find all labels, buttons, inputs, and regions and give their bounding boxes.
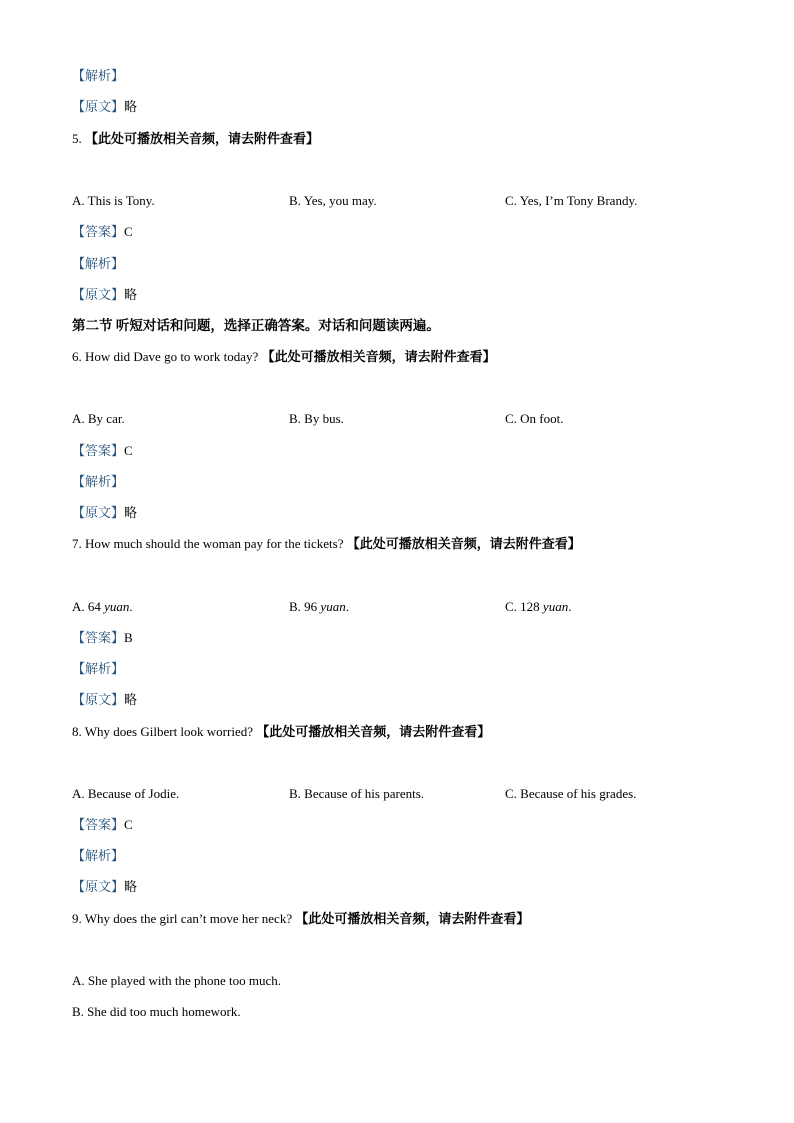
q7-option-b xyxy=(289,598,349,616)
q5-original-line xyxy=(72,286,137,304)
original-label-text: 【原文】 xyxy=(72,99,125,114)
q8-option-a: A. Because of Jodie. xyxy=(72,786,180,801)
question-8 xyxy=(72,723,490,741)
analysis-label-text: 【解析】 xyxy=(72,474,125,489)
analysis-label-text: 【解析】 xyxy=(72,848,125,863)
answer-value: C xyxy=(124,224,133,239)
omitted-text: 略 xyxy=(124,879,138,894)
omitted-text: 略 xyxy=(124,692,138,707)
question-text: 8. Why does Gilbert look worried? xyxy=(72,724,253,739)
question-9 xyxy=(72,910,529,928)
analysis-label-q4 xyxy=(72,67,124,85)
question-6 xyxy=(72,348,496,366)
q8-option-c: C. Because of his grades. xyxy=(505,786,637,801)
q6-option-c: C. On foot. xyxy=(505,411,564,426)
omitted-text: 略 xyxy=(124,287,138,302)
answer-label-text: 【答案】 xyxy=(72,630,125,645)
option-amount: B. 96 xyxy=(289,599,321,614)
audio-note: 【此处可播放相关音频，请去附件查看】 xyxy=(346,536,581,551)
answer-label-text: 【答案】 xyxy=(72,817,125,832)
q8-answer-line xyxy=(72,816,133,834)
question-text: 7. How much should the woman pay for the tickets? xyxy=(72,536,344,551)
option-period: . xyxy=(129,599,133,614)
question-text: 9. Why does the girl can’t move her neck? xyxy=(72,911,293,926)
question-7 xyxy=(72,535,581,553)
analysis-label-text: 【解析】 xyxy=(72,661,125,676)
section-2-heading: 第二节 听短对话和问题，选择正确答案。对话和问题读两遍。 xyxy=(72,318,440,333)
q7-option-a xyxy=(72,598,133,616)
q6-option-b: B. By bus. xyxy=(289,411,344,426)
analysis-label-text: 【解析】 xyxy=(72,256,125,271)
option-period: . xyxy=(345,599,349,614)
q6-original-line xyxy=(72,504,137,522)
option-amount: A. 64 xyxy=(72,599,105,614)
audio-note: 【此处可播放相关音频，请去附件查看】 xyxy=(295,911,530,926)
original-label-text: 【原文】 xyxy=(72,879,125,894)
original-label-text: 【原文】 xyxy=(72,692,125,707)
original-line-q4 xyxy=(72,98,137,116)
audio-note: 【此处可播放相关音频，请去附件查看】 xyxy=(256,724,491,739)
option-period: . xyxy=(568,599,572,614)
question-number: 5. xyxy=(72,131,82,146)
original-label-text: 【原文】 xyxy=(72,505,125,520)
question-text: 6. How did Dave go to work today? xyxy=(72,349,259,364)
audio-note: 【此处可播放相关音频，请去附件查看】 xyxy=(85,131,320,146)
question-5 xyxy=(72,130,319,148)
q7-option-c xyxy=(505,598,571,616)
audio-note: 【此处可播放相关音频，请去附件查看】 xyxy=(261,349,496,364)
analysis-label-text: 【解析】 xyxy=(72,68,125,83)
option-unit: yuan xyxy=(104,599,130,614)
option-amount: C. 128 xyxy=(505,599,543,614)
q5-option-c: C. Yes, I’m Tony Brandy. xyxy=(505,193,638,208)
answer-label-text: 【答案】 xyxy=(72,224,125,239)
q7-original-line xyxy=(72,691,137,709)
omitted-text: 略 xyxy=(124,505,138,520)
q8-analysis-line xyxy=(72,847,124,865)
q8-option-b: B. Because of his parents. xyxy=(289,786,425,801)
answer-value: C xyxy=(124,443,133,458)
answer-value: C xyxy=(124,817,133,832)
option-unit: yuan xyxy=(542,599,569,614)
q7-answer-line xyxy=(72,629,133,647)
answer-label-text: 【答案】 xyxy=(72,443,125,458)
q5-option-b: B. Yes, you may. xyxy=(289,193,377,208)
q6-analysis-line xyxy=(72,473,124,491)
q8-original-line xyxy=(72,878,137,896)
original-label-text: 【原文】 xyxy=(72,287,125,302)
q5-analysis-line xyxy=(72,255,124,273)
answer-value: B xyxy=(124,630,133,645)
q9-option-a: A. She played with the phone too much. xyxy=(72,973,282,988)
q7-analysis-line xyxy=(72,660,124,678)
q6-option-a: A. By car. xyxy=(72,411,125,426)
q6-answer-line xyxy=(72,442,133,460)
omitted-text: 略 xyxy=(124,99,138,114)
option-unit: yuan xyxy=(320,599,346,614)
q5-answer-line xyxy=(72,223,133,241)
q9-option-b: B. She did too much homework. xyxy=(72,1004,241,1019)
q5-option-a: A. This is Tony. xyxy=(72,193,155,208)
